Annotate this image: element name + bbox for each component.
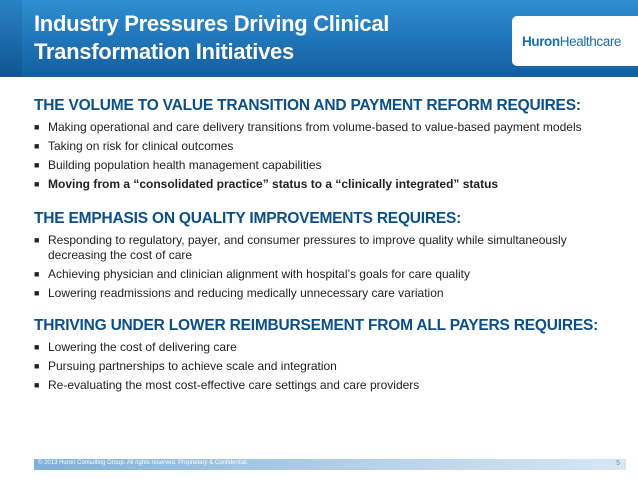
list-item-text: Making operational and care delivery transitions from volume-based to value-based payment models [48, 120, 582, 134]
list-item-text: Lowering readmissions and reducing medically unnecessary care variation [48, 286, 444, 300]
square-bullet-icon: ■ [34, 234, 40, 245]
list-item-text: Moving from a “consolidated practice” status to a “clinically integrated” status [48, 177, 499, 191]
slide-title [34, 10, 464, 66]
list-item [34, 120, 624, 136]
slide-footer [34, 459, 626, 470]
list-item-text: Pursuing partnerships to achieve scale and integration [48, 358, 337, 373]
copyright-text: © 2013 Huron Consulting Group. All rights reserved. Proprietary & Confidential. [38, 460, 249, 466]
section-heading: THE EMPHASIS ON QUALITY IMPROVEMENTS REQUIRES: [34, 209, 462, 227]
header-accent [0, 0, 22, 77]
list-item-text: Re-evaluating the most cost-effective care settings and care providers [48, 377, 420, 392]
section-quality-improvements [34, 209, 624, 302]
huron-healthcare-logo [522, 34, 621, 49]
square-bullet-icon: ■ [34, 379, 40, 390]
square-bullet-icon: ■ [34, 122, 40, 132]
section-heading: THE VOLUME TO VALUE TRANSITION AND PAYMENT REFORM REQUIRES: [34, 97, 581, 114]
list-item [34, 177, 624, 193]
list-item [34, 378, 624, 394]
square-bullet-icon: ■ [34, 341, 40, 352]
list-item-text: Lowering the cost of delivering care [48, 339, 237, 354]
bullet-list [34, 233, 624, 302]
bullet-list [34, 120, 624, 193]
list-item-text: Building population health management capabilities [48, 158, 322, 172]
list-item [34, 233, 624, 264]
square-bullet-icon: ■ [34, 141, 40, 151]
list-item [34, 267, 624, 283]
list-item [34, 286, 624, 302]
square-bullet-icon: ■ [34, 288, 40, 298]
title-line-2: Transformation Initiatives [34, 39, 294, 64]
list-item [34, 340, 624, 356]
slide-content [34, 96, 624, 397]
list-item [34, 359, 624, 375]
list-item-text: Taking on risk for clinical outcomes [48, 139, 234, 153]
section-heading: THRIVING UNDER LOWER REIMBURSEMENT FROM ALL PAYERS REQUIRES: [34, 316, 599, 334]
slide-header [0, 0, 638, 77]
logo-text-regular: Healthcare [559, 34, 622, 49]
square-bullet-icon: ■ [34, 360, 40, 371]
list-item [34, 139, 624, 155]
square-bullet-icon: ■ [34, 179, 40, 189]
logo-container [512, 16, 638, 66]
bullet-list [34, 340, 624, 394]
list-item-text: Responding to regulatory, payer, and consumer pressures to improve quality while simultaneously decreasing the cost of care [48, 232, 567, 262]
section-volume-to-value [34, 96, 624, 193]
square-bullet-icon: ■ [34, 160, 40, 170]
list-item-text: Achieving physician and clinician alignment with hospital’s goals for care quality [48, 267, 471, 281]
logo-text-bold: Huron [522, 34, 560, 49]
title-line-1: Industry Pressures Driving Clinical [34, 11, 390, 36]
list-item [34, 158, 624, 174]
page-number: 5 [616, 460, 620, 467]
square-bullet-icon: ■ [34, 269, 40, 279]
section-lower-reimbursement [34, 316, 624, 394]
